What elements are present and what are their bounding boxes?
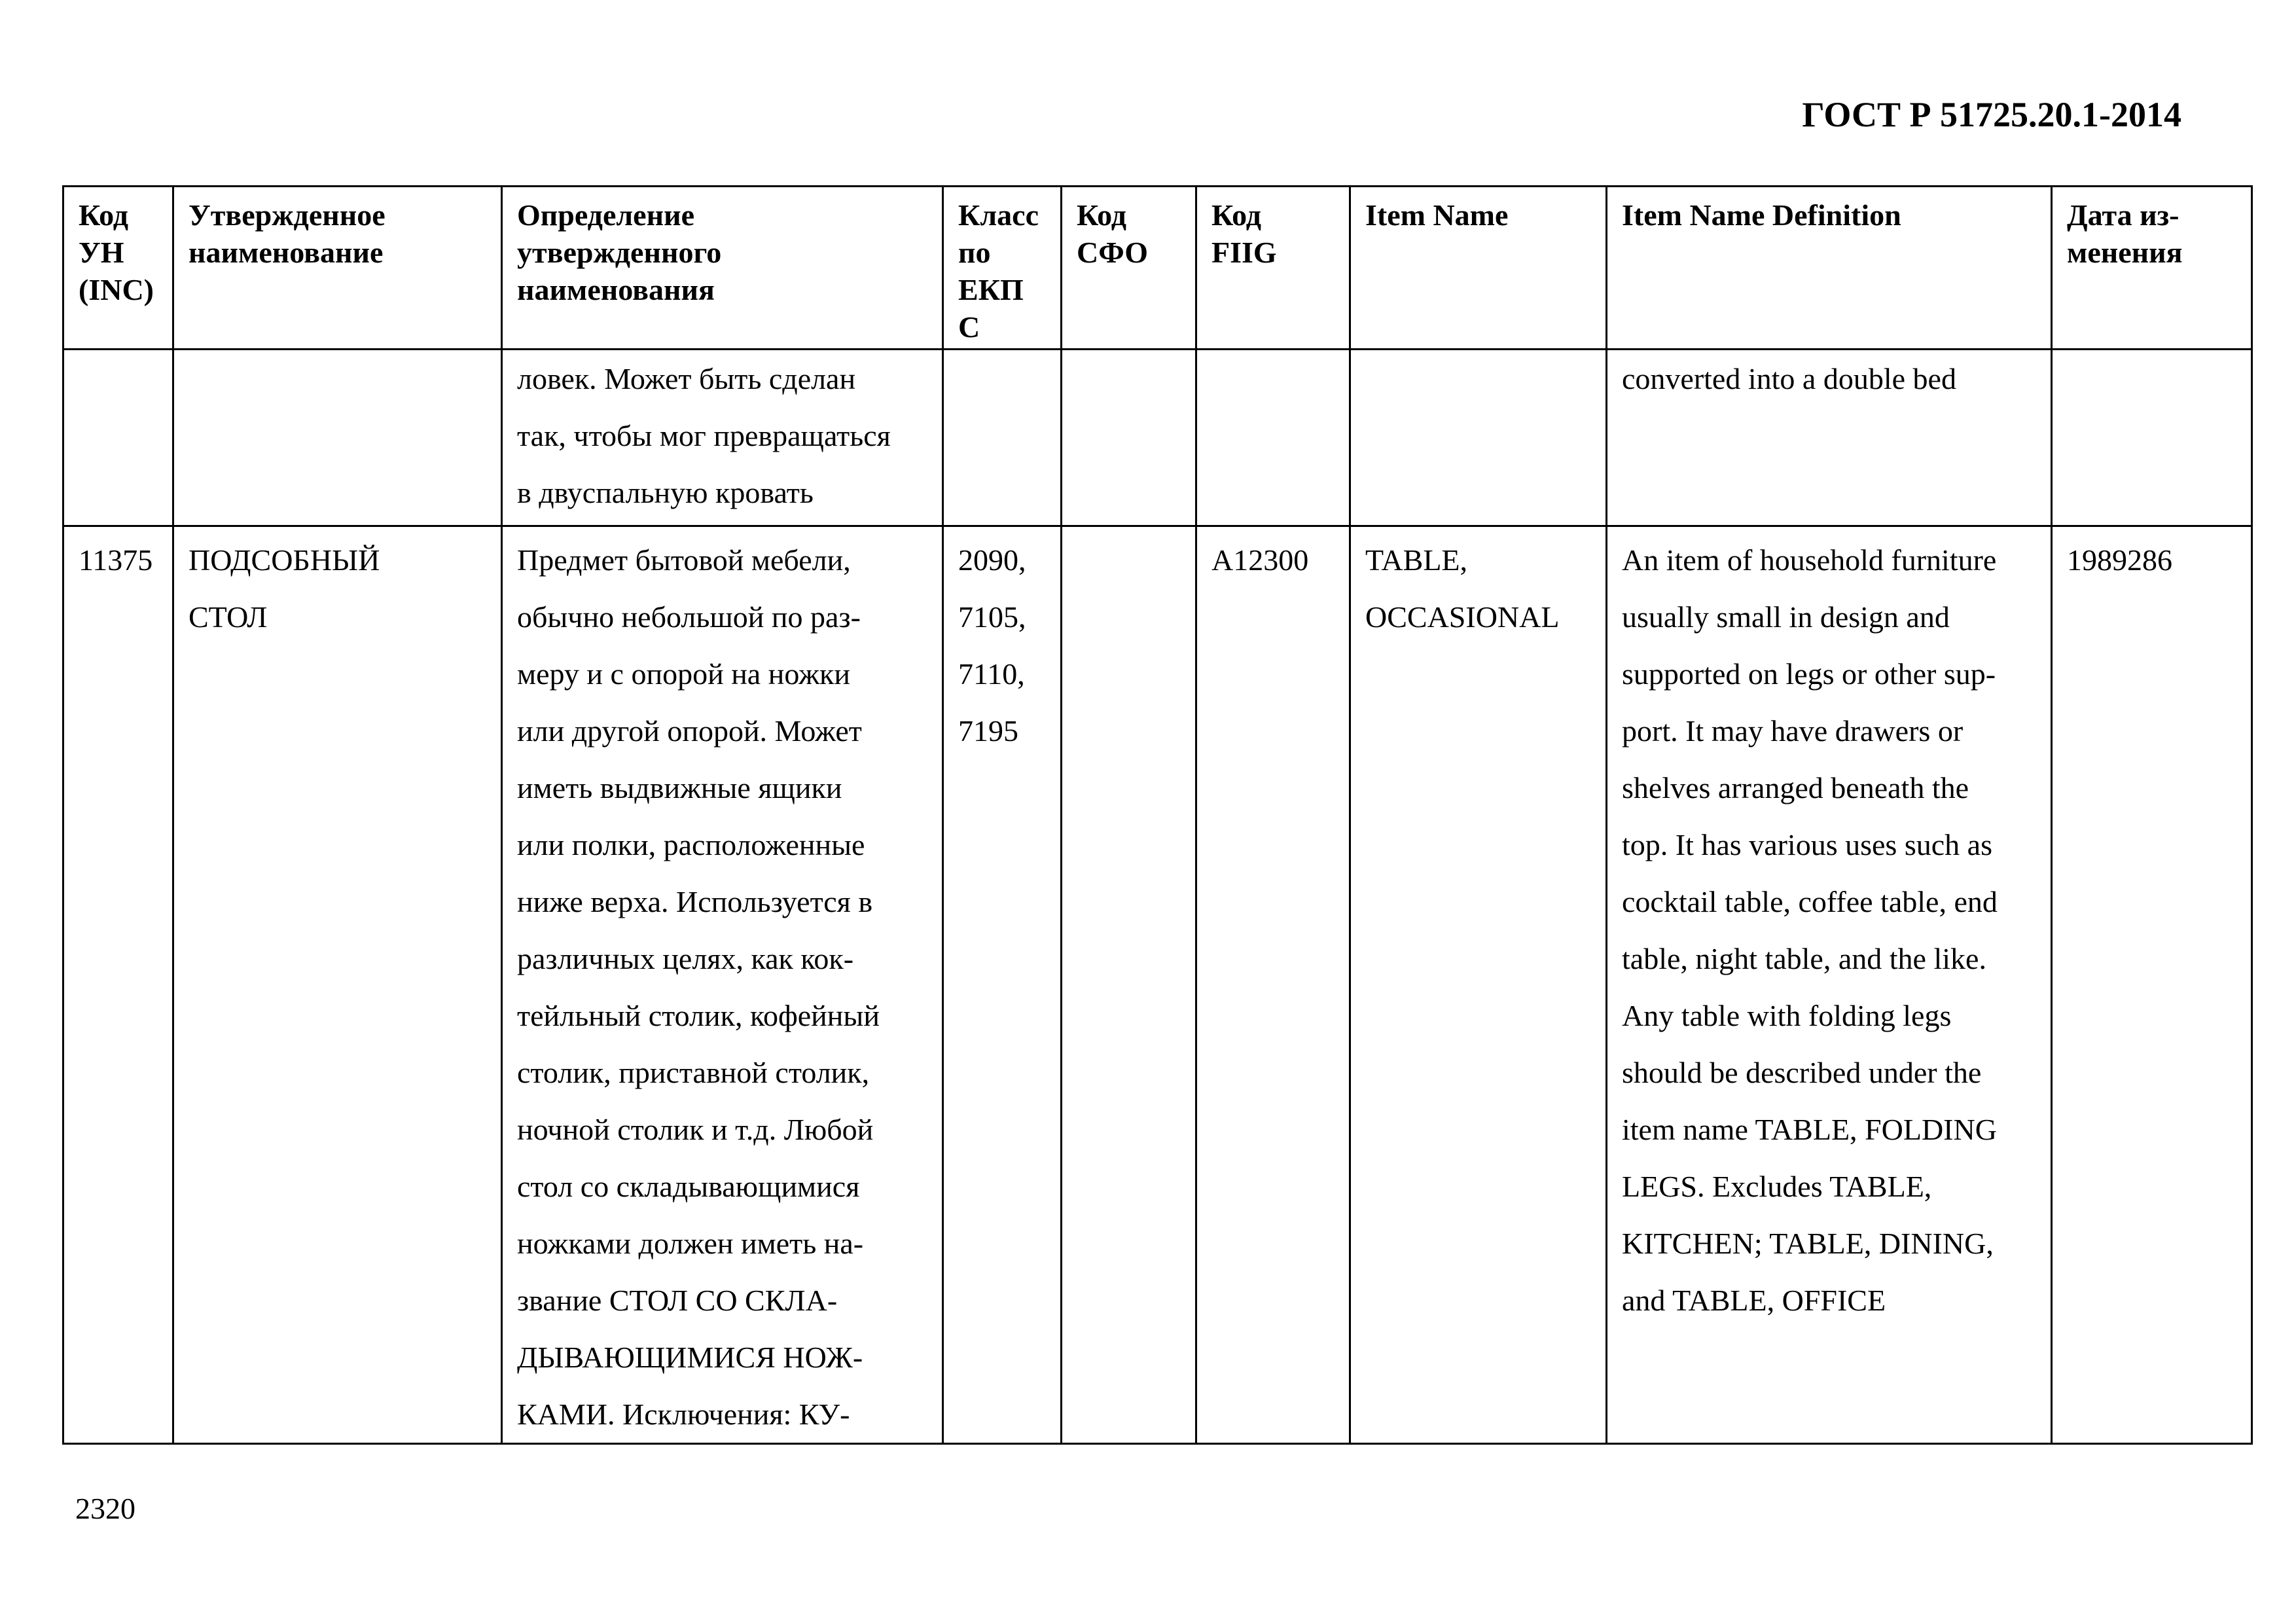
cell-code-sfo bbox=[1062, 350, 1196, 526]
cell-definition-en: converted into a double bed bbox=[1607, 350, 2052, 526]
cell-definition-en: An item of household furniture usually small in design and supported on legs or other sup- port. It may have drawers or shelves arranged beneath the top. It has various uses such as cocktail table, coffee table, end table, night table, and the like. Any table with folding legs should be described under the item name TABLE, FOLDING LEGS. Excludes TABLE, KITCHEN; TABLE, DINING, and TABLE, OFFICE bbox=[1607, 526, 2052, 1444]
cell-item-name bbox=[1350, 350, 1607, 526]
cell-item-name: TABLE, OCCASIONAL bbox=[1350, 526, 1607, 1444]
header-definition-ru: Определение утвержденного наименования bbox=[502, 187, 943, 350]
header-code-fiig: Код FIIG bbox=[1196, 187, 1350, 350]
header-code-sfo: Код СФО bbox=[1062, 187, 1196, 350]
cell-definition-ru: Предмет бытовой мебели, обычно небольшой по раз- меру и с опорой на ножки или другой опорой. Может иметь выдвижные ящики или полки, расположенные ниже верха. Используется в различных целях, как кок- тейльный столик, кофейный столик, приставной столик, ночной столик и т.д. Любой стол со складывающимися ножками должен иметь на- звание СТОЛ СО СКЛА- ДЫВАЮЩИМИСЯ НОЖ- КАМИ. Исключения: КУ- bbox=[502, 526, 943, 1444]
cell-inc bbox=[63, 350, 173, 526]
header-item-name: Item Name bbox=[1350, 187, 1607, 350]
cell-approved-name: ПОДСОБНЫЙ СТОЛ bbox=[173, 526, 502, 1444]
cell-approved-name bbox=[173, 350, 502, 526]
document-standard-code: ГОСТ Р 51725.20.1-2014 bbox=[1802, 95, 2181, 134]
table-row-continuation bbox=[63, 350, 2252, 526]
header-change-date: Дата из- менения bbox=[2052, 187, 2252, 350]
cell-code-sfo bbox=[1062, 526, 1196, 1444]
header-approved-name: Утвержденное наименование bbox=[173, 187, 502, 350]
header-item-name-definition: Item Name Definition bbox=[1607, 187, 2052, 350]
page-number: 2320 bbox=[75, 1492, 135, 1525]
classification-table bbox=[62, 185, 2253, 1445]
header-inc: Код УН (INC) bbox=[63, 187, 173, 350]
table-row-11375 bbox=[63, 526, 2252, 1444]
cell-change-date bbox=[2052, 350, 2252, 526]
cell-definition-ru: ловек. Может быть сделан так, чтобы мог превращаться в двуспальную кровать bbox=[502, 350, 943, 526]
cell-code-fiig: A12300 bbox=[1196, 526, 1350, 1444]
cell-class-ekps: 2090, 7105, 7110, 7195 bbox=[943, 526, 1062, 1444]
cell-inc: 11375 bbox=[63, 526, 173, 1444]
cell-code-fiig bbox=[1196, 350, 1350, 526]
cell-change-date: 1989286 bbox=[2052, 526, 2252, 1444]
cell-class-ekps bbox=[943, 350, 1062, 526]
header-class-ekps: Класс по ЕКП С bbox=[943, 187, 1062, 350]
table-header-row bbox=[63, 187, 2252, 350]
